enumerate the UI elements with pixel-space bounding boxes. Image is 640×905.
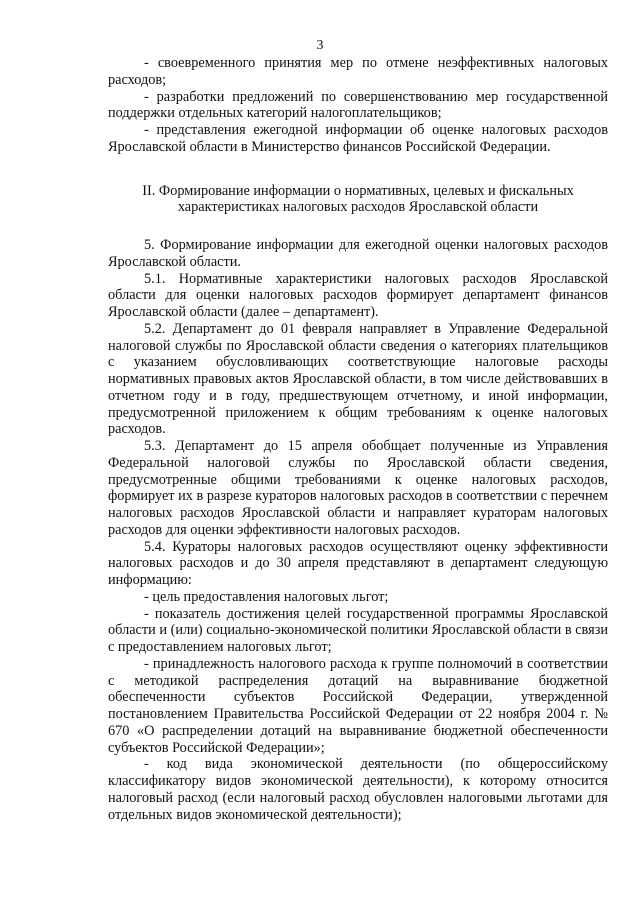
section-heading-line-1: II. Формирование информации о нормативных, целевых и фискальных bbox=[142, 182, 574, 199]
paragraph-5-3: 5.3. Департамент до 15 апреля обобщает полученные из Управления Федеральной налоговой службы по Ярославской области сведения, предусмотренные общими требованиями к оценке налоговых расходов, формирует их в разрезе кураторов налоговых расходов в соответствии с перечнем налоговых расходов Ярославской области и направляет кураторам налоговых расходов для оценки эффективности налоговых расходов. bbox=[108, 438, 608, 538]
list-item-okved-code: - код вида экономической деятельности (по общероссийскому классификатору видов экономической деятельности), к которому относится налоговый расход (если налоговый расход обусловлен налоговыми льготами для отдельных видов экономической деятельности); bbox=[108, 756, 608, 823]
paragraph-top-3: - представления ежегодной информации об оценке налоговых расходов Ярославской области в Министерство финансов Российской Федерации. bbox=[108, 122, 608, 155]
list-item-indicator: - показатель достижения целей государственной программы Ярославской области и (или) социально-экономической политики Ярославской области в связи с предоставлением налоговых льгот; bbox=[108, 605, 608, 655]
paragraph-5-1: 5.1. Нормативные характеристики налоговых расходов Ярославской области для оценки налоговых расходов формирует департамент финансов Ярославской области (далее – департамент). bbox=[108, 270, 608, 320]
page-number: 3 bbox=[316, 38, 324, 53]
list-item-group: - принадлежность налогового расхода к группе полномочий в соответствии с методикой распределения дотаций на выравнивание бюджетной обеспеченности субъектов Российской Федерации, утвержденной постановлением Правительства Российской Федерации от 22 ноября 2004 г. № 670 «О распределении дотаций на выравнивание бюджетной обеспеченности субъектов Российской Федерации»; bbox=[108, 655, 608, 756]
paragraph-5: 5. Формирование информации для ежегодной оценки налоговых расходов Ярославской области. bbox=[108, 237, 608, 270]
paragraph-5-4: 5.4. Кураторы налоговых расходов осуществляют оценку эффективности налоговых расходов и до 30 апреля представляют в департамент следующую информацию: bbox=[108, 538, 608, 588]
paragraph-5-2: 5.2. Департамент до 01 февраля направляет в Управление Федеральной налоговой службы по Ярославской области сведения о категориях плательщиков с указанием обусловливающих соответствующие налоговые расходы нормативных правовых актов Ярославской области, в том числе действовавших в отчетном году и в году, предшествующем отчетному, и иной информации, предусмотренной приложением к общим требованиям к оценке налоговых расходов. bbox=[108, 320, 608, 438]
section-heading-line-2: характеристиках налоговых расходов Ярославской области bbox=[177, 199, 539, 216]
list-item-goal: - цель предоставления налоговых льгот; bbox=[144, 588, 389, 605]
section-heading bbox=[108, 183, 608, 217]
paragraph-top-1: - своевременного принятия мер по отмене неэффективных налоговых расходов; bbox=[108, 55, 608, 88]
paragraph-top-2: - разработки предложений по совершенствованию мер государственной поддержки отдельных категорий налогоплательщиков; bbox=[108, 88, 608, 122]
document-body bbox=[108, 55, 608, 823]
